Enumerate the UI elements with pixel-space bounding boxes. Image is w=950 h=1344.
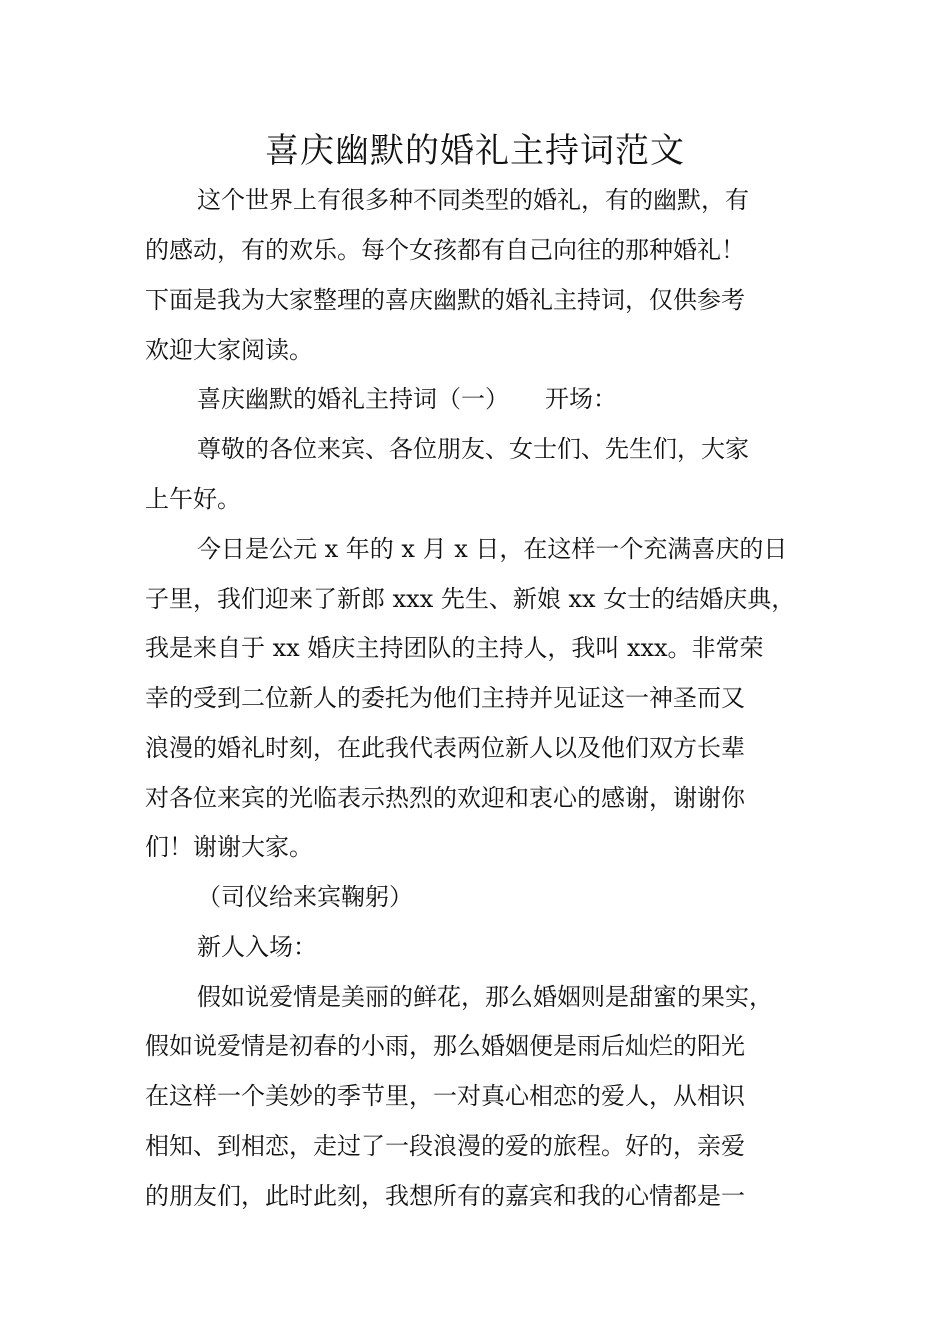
paragraph-line: 尊敬的各位来宾、各位朋友、女士们、先生们，大家: [197, 435, 749, 463]
paragraph-line: 今日是公元 x 年的 x 月 x 日，在这样一个充满喜庆的日: [197, 535, 788, 563]
paragraph-line: 假如说爱情是美丽的鲜花，那么婚姻则是甜蜜的果实，: [197, 983, 773, 1011]
document-title: 喜庆幽默的婚礼主持词范文: [265, 131, 685, 171]
paragraph-line: 们！谢谢大家。: [145, 833, 313, 861]
section-heading: 新人入场：: [197, 933, 317, 961]
paragraph-line: 上午好。: [145, 485, 241, 513]
paragraph-line: 的感动，有的欢乐。每个女孩都有自己向往的那种婚礼！: [145, 236, 745, 264]
paragraph-line: 子里，我们迎来了新郎 xxx 先生、新娘 xx 女士的结婚庆典，: [145, 585, 796, 613]
paragraph-line: 对各位来宾的光临表示热烈的欢迎和衷心的感谢，谢谢你: [145, 784, 745, 812]
paragraph-line: 这个世界上有很多种不同类型的婚礼，有的幽默，有: [197, 186, 749, 214]
paragraph-line: 下面是我为大家整理的喜庆幽默的婚礼主持词，仅供参考: [145, 286, 745, 314]
paragraph-line: 浪漫的婚礼时刻，在此我代表两位新人以及他们双方长辈: [145, 734, 745, 762]
paragraph-line: 我是来自于 xx 婚庆主持团队的主持人，我叫 xxx。非常荣: [145, 634, 764, 662]
paragraph-line: 相知、到相恋，走过了一段浪漫的爱的旅程。好的，亲爱: [145, 1132, 745, 1160]
paragraph-line: 幸的受到二位新人的委托为他们主持并见证这一神圣而又: [145, 684, 745, 712]
paragraph-line: 的朋友们，此时此刻，我想所有的嘉宾和我的心情都是一: [145, 1182, 745, 1210]
paragraph-line: 假如说爱情是初春的小雨，那么婚姻便是雨后灿烂的阳光: [145, 1032, 745, 1060]
section-heading: 喜庆幽默的婚礼主持词（一） 开场：: [197, 385, 617, 413]
stage-direction: （司仪给来宾鞠躬）: [197, 883, 413, 911]
paragraph-line: 在这样一个美妙的季节里，一对真心相恋的爱人，从相识: [145, 1082, 745, 1110]
paragraph-line: 欢迎大家阅读。: [145, 336, 313, 364]
